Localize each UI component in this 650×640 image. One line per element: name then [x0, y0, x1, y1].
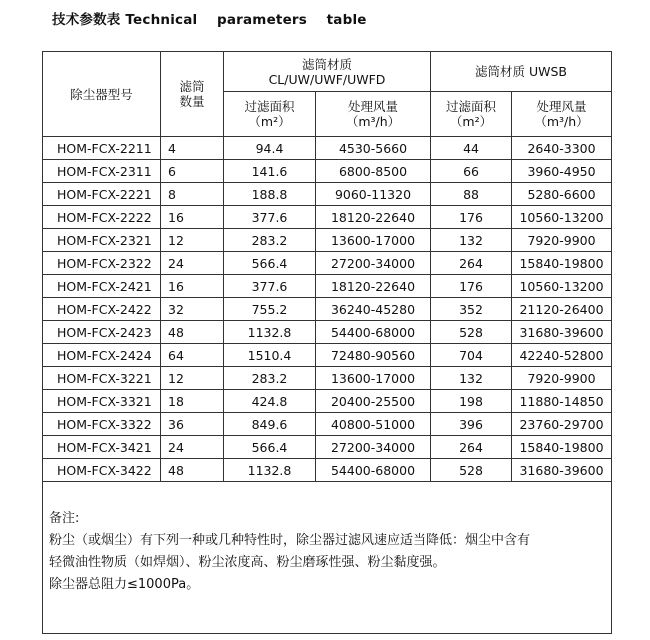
table-row — [43, 252, 612, 275]
table-row — [43, 183, 612, 206]
header-row-1 — [43, 52, 612, 92]
cell-area-2: 528 — [431, 321, 512, 344]
cell-flow-1: 72480-90560 — [316, 344, 431, 367]
cell-area-2: 132 — [431, 367, 512, 390]
header-group-cl-line2: CL/UW/UWF/UWFD — [268, 71, 386, 87]
cell-model: HOM-FCX-3221 — [43, 367, 161, 390]
cell-flow-1: 54400-68000 — [316, 459, 431, 482]
cell-flow-2: 10560-13200 — [512, 275, 612, 298]
cell-flow-1: 18120-22640 — [316, 275, 431, 298]
cell-flow-2: 2640-3300 — [512, 137, 612, 160]
notes-label: 备注: — [49, 511, 80, 526]
cell-flow-1: 6800-8500 — [316, 160, 431, 183]
cell-area-1: 849.6 — [224, 413, 316, 436]
cell-model: HOM-FCX-2211 — [43, 137, 161, 160]
table-row — [43, 390, 612, 413]
cell-count: 36 — [161, 413, 224, 436]
header-flow-1 — [316, 92, 431, 137]
cell-count: 48 — [161, 459, 224, 482]
cell-model: HOM-FCX-2421 — [43, 275, 161, 298]
cell-area-1: 94.4 — [224, 137, 316, 160]
parameters-table — [42, 51, 612, 634]
table-row — [43, 298, 612, 321]
cell-flow-1: 40800-51000 — [316, 413, 431, 436]
header-flow-unit: （m³/h） — [345, 114, 401, 129]
cell-count: 4 — [161, 137, 224, 160]
header-area-unit: （m²） — [449, 114, 493, 129]
notes-row — [43, 482, 612, 634]
cell-flow-2: 31680-39600 — [512, 321, 612, 344]
cell-flow-2: 15840-19800 — [512, 436, 612, 459]
cell-count: 8 — [161, 183, 224, 206]
header-flow-2 — [512, 92, 612, 137]
cell-count: 64 — [161, 344, 224, 367]
cell-count: 48 — [161, 321, 224, 344]
table-row — [43, 367, 612, 390]
cell-flow-2: 7920-9900 — [512, 229, 612, 252]
cell-model: HOM-FCX-3422 — [43, 459, 161, 482]
cell-count: 32 — [161, 298, 224, 321]
header-flow-label: 处理风量 — [348, 99, 399, 114]
header-area-label: 过滤面积 — [446, 99, 497, 114]
cell-flow-2: 7920-9900 — [512, 367, 612, 390]
cell-count: 12 — [161, 367, 224, 390]
notes-line-3: 除尘器总阻力≤1000Pa。 — [49, 577, 200, 592]
cell-model: HOM-FCX-3421 — [43, 436, 161, 459]
header-model: 除尘器型号 — [43, 52, 161, 137]
cell-model: HOM-FCX-3321 — [43, 390, 161, 413]
cell-area-2: 528 — [431, 459, 512, 482]
cell-area-1: 755.2 — [224, 298, 316, 321]
cell-area-2: 176 — [431, 206, 512, 229]
cell-model: HOM-FCX-2221 — [43, 183, 161, 206]
cell-flow-1: 13600-17000 — [316, 229, 431, 252]
cell-area-2: 198 — [431, 390, 512, 413]
cell-area-2: 396 — [431, 413, 512, 436]
cell-flow-1: 4530-5660 — [316, 137, 431, 160]
header-flow-unit: （m³/h） — [534, 114, 589, 129]
cell-area-2: 132 — [431, 229, 512, 252]
cell-flow-1: 54400-68000 — [316, 321, 431, 344]
notes-line-2: 轻微油性物质（如焊烟）、粉尘浓度高、粉尘磨琢性强、粉尘黏度强。 — [49, 555, 446, 570]
cell-flow-2: 5280-6600 — [512, 183, 612, 206]
cell-flow-2: 21120-26400 — [512, 298, 612, 321]
header-area-unit: （m²） — [248, 114, 291, 129]
cell-model: HOM-FCX-2222 — [43, 206, 161, 229]
cell-area-1: 1510.4 — [224, 344, 316, 367]
cell-model: HOM-FCX-2322 — [43, 252, 161, 275]
header-count-line1: 滤筒 — [179, 79, 205, 94]
header-group-cl — [224, 52, 431, 92]
table-row — [43, 160, 612, 183]
cell-model: HOM-FCX-2311 — [43, 160, 161, 183]
cell-count: 24 — [161, 252, 224, 275]
table-row — [43, 436, 612, 459]
header-group-uwsb: 滤筒材质 UWSB — [431, 52, 612, 92]
table-row — [43, 229, 612, 252]
cell-flow-2: 23760-29700 — [512, 413, 612, 436]
cell-area-1: 1132.8 — [224, 321, 316, 344]
header-area-label: 过滤面积 — [244, 99, 295, 114]
table-row — [43, 344, 612, 367]
table-row — [43, 206, 612, 229]
cell-area-2: 352 — [431, 298, 512, 321]
cell-count: 12 — [161, 229, 224, 252]
cell-area-2: 88 — [431, 183, 512, 206]
notes-cell — [43, 482, 612, 634]
cell-flow-1: 27200-34000 — [316, 436, 431, 459]
cell-flow-1: 20400-25500 — [316, 390, 431, 413]
cell-area-2: 44 — [431, 137, 512, 160]
table-row — [43, 321, 612, 344]
cell-flow-1: 27200-34000 — [316, 252, 431, 275]
cell-area-1: 141.6 — [224, 160, 316, 183]
cell-area-1: 424.8 — [224, 390, 316, 413]
cell-count: 6 — [161, 160, 224, 183]
cell-model: HOM-FCX-2423 — [43, 321, 161, 344]
header-area-2 — [431, 92, 512, 137]
cell-area-1: 188.8 — [224, 183, 316, 206]
cell-count: 24 — [161, 436, 224, 459]
cell-count: 16 — [161, 275, 224, 298]
table-row — [43, 137, 612, 160]
cell-flow-2: 15840-19800 — [512, 252, 612, 275]
cell-area-1: 566.4 — [224, 436, 316, 459]
cell-flow-2: 11880-14850 — [512, 390, 612, 413]
notes-line-1: 粉尘（或烟尘）有下列一种或几种特性时，除尘器过滤风速应适当降低：烟尘中含有 — [49, 533, 531, 548]
cell-flow-2: 31680-39600 — [512, 459, 612, 482]
table-row — [43, 275, 612, 298]
header-count — [161, 52, 224, 137]
cell-area-2: 264 — [431, 252, 512, 275]
cell-flow-1: 18120-22640 — [316, 206, 431, 229]
cell-model: HOM-FCX-3322 — [43, 413, 161, 436]
cell-area-2: 176 — [431, 275, 512, 298]
cell-area-1: 377.6 — [224, 275, 316, 298]
cell-area-1: 377.6 — [224, 206, 316, 229]
cell-flow-1: 13600-17000 — [316, 367, 431, 390]
cell-model: HOM-FCX-2424 — [43, 344, 161, 367]
cell-flow-2: 3960-4950 — [512, 160, 612, 183]
table-row — [43, 459, 612, 482]
cell-model: HOM-FCX-2422 — [43, 298, 161, 321]
page-title: 技术参数表 Technical parameters table — [52, 12, 367, 28]
cell-flow-2: 10560-13200 — [512, 206, 612, 229]
table-row — [43, 413, 612, 436]
header-flow-label: 处理风量 — [536, 99, 587, 114]
cell-area-2: 66 — [431, 160, 512, 183]
header-group-cl-line1: 滤筒材质 — [302, 56, 353, 72]
cell-area-1: 283.2 — [224, 367, 316, 390]
cell-area-1: 566.4 — [224, 252, 316, 275]
header-area-1 — [224, 92, 316, 137]
cell-area-1: 283.2 — [224, 229, 316, 252]
cell-flow-1: 36240-45280 — [316, 298, 431, 321]
cell-area-1: 1132.8 — [224, 459, 316, 482]
cell-model: HOM-FCX-2321 — [43, 229, 161, 252]
cell-area-2: 264 — [431, 436, 512, 459]
header-count-line2: 数量 — [179, 94, 205, 109]
cell-count: 18 — [161, 390, 224, 413]
cell-flow-1: 9060-11320 — [316, 183, 431, 206]
cell-area-2: 704 — [431, 344, 512, 367]
cell-flow-2: 42240-52800 — [512, 344, 612, 367]
cell-count: 16 — [161, 206, 224, 229]
